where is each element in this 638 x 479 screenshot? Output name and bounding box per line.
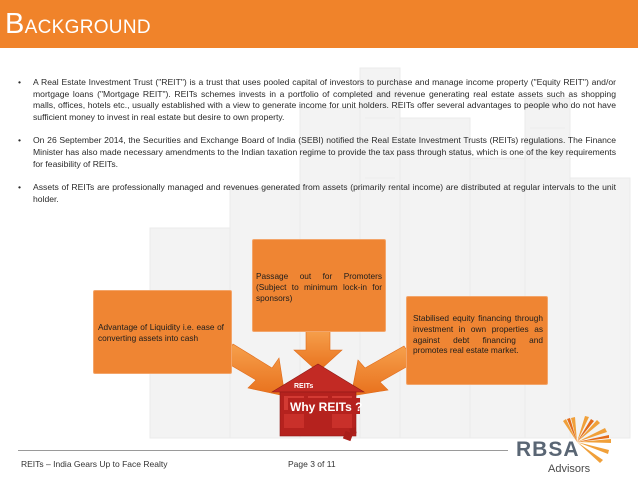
logo-name: RBSA	[516, 438, 580, 461]
box-equity-financing	[406, 296, 548, 385]
title-rest: ACKGROUND	[24, 17, 151, 38]
footer-divider	[18, 450, 508, 451]
box-promoters	[252, 239, 386, 332]
house-label-small: REITs	[294, 383, 314, 390]
reits-house-graphic	[272, 364, 364, 441]
bullet-text: A Real Estate Investment Trust ("REIT") is a trust that uses pooled capital of investors to purchase and manage income property ("Equity REIT") and/or mortgage loans ("Mortgage REIT"). REITs schemes invests in a portfolio of completed and revenue generating real estate assets such as shopping malls, offices, hotels etc., usually established with a view to generate income for unit holders. REITs offer several advantages to people who do not have sufficient money to invest in real estate but desire to own property.	[33, 77, 616, 122]
page-number: Page 3 of 11	[288, 459, 336, 469]
house-label-why: Why REITs ?	[290, 400, 363, 414]
box-liquidity	[93, 290, 232, 374]
box-equity-financing-text: Stabilised equity financing through investment in own properties as against debt financing and promotes real estate market.	[413, 313, 543, 356]
box-liquidity-text: Advantage of Liquidity i.e. ease of converting assets into cash	[98, 322, 224, 343]
title-first-letter: B	[5, 8, 25, 40]
bullet-text: Assets of REITs are professionally managed and revenues generated from assets (primarily rental income) are distributed at regular intervals to the unit holder.	[33, 182, 616, 204]
bullet-text: On 26 September 2014, the Securities and Exchange Board of India (SEBI) notified the Real Estate Investment Trusts (REITs) regulations. The Finance Minister has also made necessary amendments to the Indian taxation regime to provide the tax pass through status, which is one of the key requirements for feasibility of REITs.	[33, 135, 616, 169]
bullet-dot: •	[18, 135, 22, 146]
bullet-dot: •	[18, 77, 22, 87]
box-promoters-text: Passage out for Promoters (Subject to minimum lock-in for sponsors)	[256, 271, 382, 303]
bullet-dot: •	[18, 182, 22, 193]
footer-title: REITs – India Gears Up to Face Realty	[21, 459, 168, 469]
logo-subtitle: Advisors	[548, 463, 591, 475]
